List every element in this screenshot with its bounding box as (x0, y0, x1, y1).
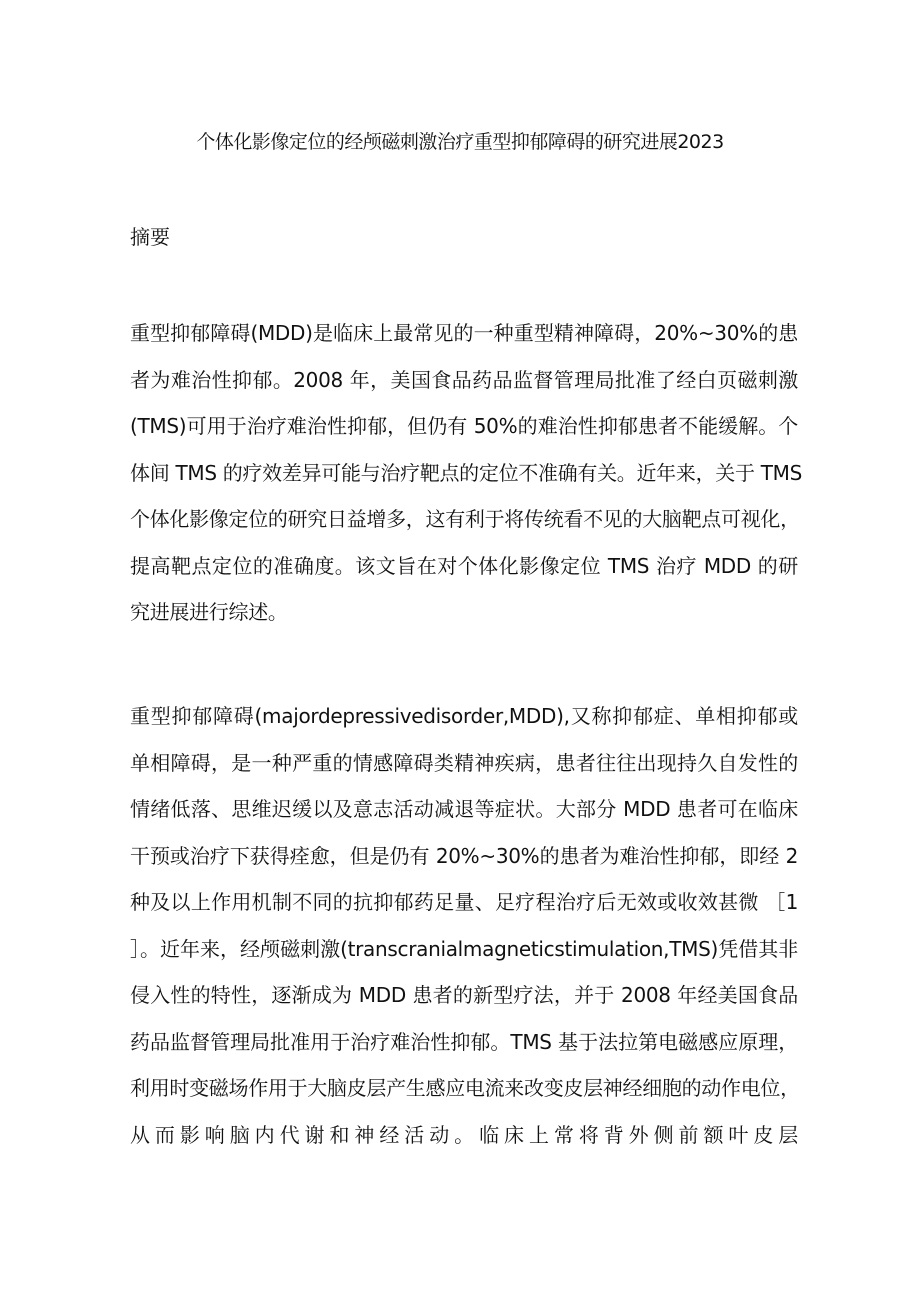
abstract-paragraph (130, 310, 803, 636)
abstract-line: (TMS)可用于治疗难治性抑郁，但仍有 50%的难治性抑郁患者不能缓解。个 (130, 414, 798, 438)
intro-paragraph (130, 693, 798, 1158)
intro-line: 种及以上作用机制不同的抗抑郁药足量、足疗程治疗后无效或收效甚微 ［1 (130, 890, 798, 914)
intro-line: 干预或治疗下获得痊愈，但是仍有 20%~30%的患者为难治性抑郁，即经 2 (130, 843, 798, 868)
intro-line: 从而影响脑内代谢和神经活动。临床上常将背外侧前额叶皮层 (130, 1122, 798, 1147)
intro-line: 单相障碍，是一种严重的情感障碍类精神疾病，患者往往出现持久自发性的 (130, 750, 798, 775)
intro-line: 重型抑郁障碍(majordepressivedisorder,MDD),又称抑郁症、单相抑郁或 (130, 704, 798, 728)
document-title: 个体化影像定位的经颅磁刺激治疗重型抑郁障碍的研究进展2023 (196, 131, 724, 153)
abstract-line: 重型抑郁障碍(MDD)是临床上最常见的一种重型精神障碍，20%~30%的患 (130, 321, 798, 345)
abstract-line: 者为难治性抑郁。2008 年，美国食品药品监督管理局批准了经白页磁刺激 (130, 367, 798, 392)
intro-line: 药品监督管理局批准用于治疗难治性抑郁。TMS 基于法拉第电磁感应原理， (130, 1029, 798, 1054)
intro-line: ］。近年来，经颅磁刺激(transcranialmagneticstimulation,TMS)凭借其非 (130, 936, 798, 961)
abstract-line: 个体化影像定位的研究日益增多，这有利于将传统看不见的大脑靶点可视化， (130, 507, 800, 531)
abstract-line: 究进展进行综述。 (130, 600, 288, 624)
intro-line: 情绪低落、思维迟缓以及意志活动减退等症状。大部分 MDD 患者可在临床 (130, 797, 798, 821)
intro-line: 利用时变磁场作用于大脑皮层产生感应电流来改变皮层神经细胞的动作电位， (130, 1076, 800, 1100)
abstract-heading: 摘要 (130, 225, 170, 249)
intro-line: 侵入性的特性，逐渐成为 MDD 患者的新型疗法，并于 2008 年经美国食品 (130, 983, 798, 1007)
abstract-line: 体间 TMS 的疗效差异可能与治疗靶点的定位不准确有关。近年来，关于 TMS (130, 460, 803, 485)
abstract-line: 提高靶点定位的准确度。该文旨在对个体化影像定位 TMS 治疗 MDD 的研 (130, 553, 798, 578)
